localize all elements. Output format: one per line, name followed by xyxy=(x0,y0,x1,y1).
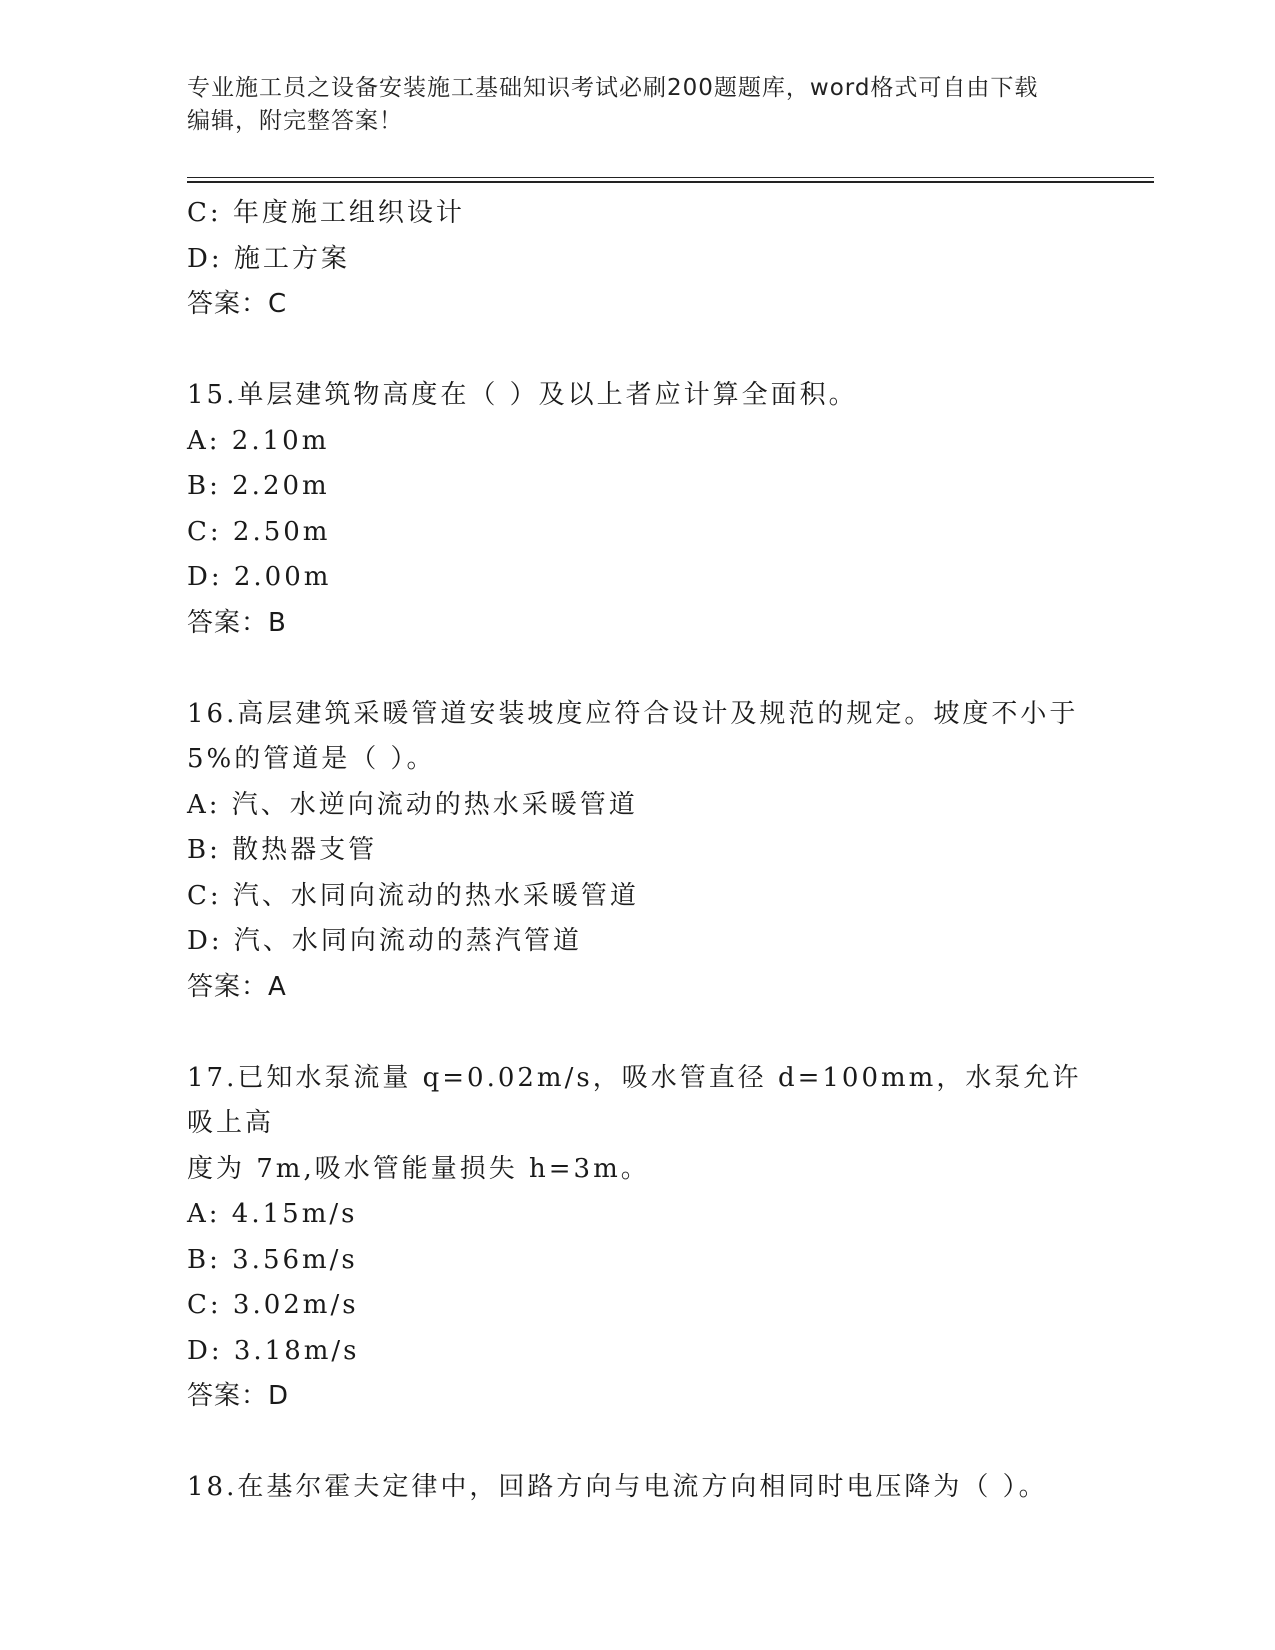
option-b: B: 散热器支管 xyxy=(187,835,378,865)
spacer xyxy=(187,646,1087,692)
question-stem: 18.在基尔霍夫定律中，回路方向与电流方向相同时电压降为（ ）。 xyxy=(187,1472,1048,1502)
option-b: B: 2.20m xyxy=(187,471,330,501)
spacer xyxy=(187,1010,1087,1056)
header-divider-thin xyxy=(187,177,1154,178)
option-c: C: 2.50m xyxy=(187,516,331,547)
question-14 xyxy=(187,191,1087,328)
header-title-line-1: 专业施工员之设备安装施工基础知识考试必刷200题题库，word格式可自由下载 xyxy=(187,75,1039,101)
question-17 xyxy=(187,1056,1087,1420)
header-title-line-2: 编辑，附完整答案！ xyxy=(187,108,403,134)
question-stem-line-2: 度为 7m,吸水管能量损失 h=3m。 xyxy=(187,1153,650,1184)
option-d: D: 施工方案 xyxy=(187,243,350,274)
option-c: C: 汽、水同向流动的热水采暖管道 xyxy=(187,880,639,911)
spacer xyxy=(187,328,1087,374)
question-stem-line-1: 16.高层建筑采暖管道安装坡度应符合设计及规范的规定。坡度不小于 xyxy=(187,698,1079,729)
option-c: C: 3.02m/s xyxy=(187,1290,359,1320)
option-d: D: 3.18m/s xyxy=(187,1335,360,1366)
question-18 xyxy=(187,1465,1087,1511)
option-a: A: 汽、水逆向流动的热水采暖管道 xyxy=(187,789,638,820)
question-15 xyxy=(187,373,1087,646)
option-d: D: 汽、水同向流动的蒸汽管道 xyxy=(187,926,582,956)
answer-label: 答案：A xyxy=(187,971,287,1002)
answer-label: 答案：B xyxy=(187,607,287,638)
question-stem: 15.单层建筑物高度在（ ）及以上者应计算全面积。 xyxy=(187,380,858,410)
question-list xyxy=(187,191,1087,1511)
option-a: A: 2.10m xyxy=(187,425,330,456)
question-stem-line-2: 5%的管道是（ ）。 xyxy=(187,744,436,774)
header-divider-thick xyxy=(187,181,1154,183)
document-header xyxy=(187,72,1087,138)
answer-label: 答案：D xyxy=(187,1381,290,1411)
question-16 xyxy=(187,692,1087,1011)
option-c: C: 年度施工组织设计 xyxy=(187,198,465,228)
option-d: D: 2.00m xyxy=(187,562,332,592)
option-b: B: 3.56m/s xyxy=(187,1244,358,1275)
question-stem-line-1: 17.已知水泵流量 q=0.02m/s，吸水管直径 d=100mm，水泵允许吸上高 xyxy=(187,1062,1082,1138)
answer-label: 答案：C xyxy=(187,289,288,319)
option-a: A: 4.15m/s xyxy=(187,1199,358,1229)
spacer xyxy=(187,1420,1087,1466)
